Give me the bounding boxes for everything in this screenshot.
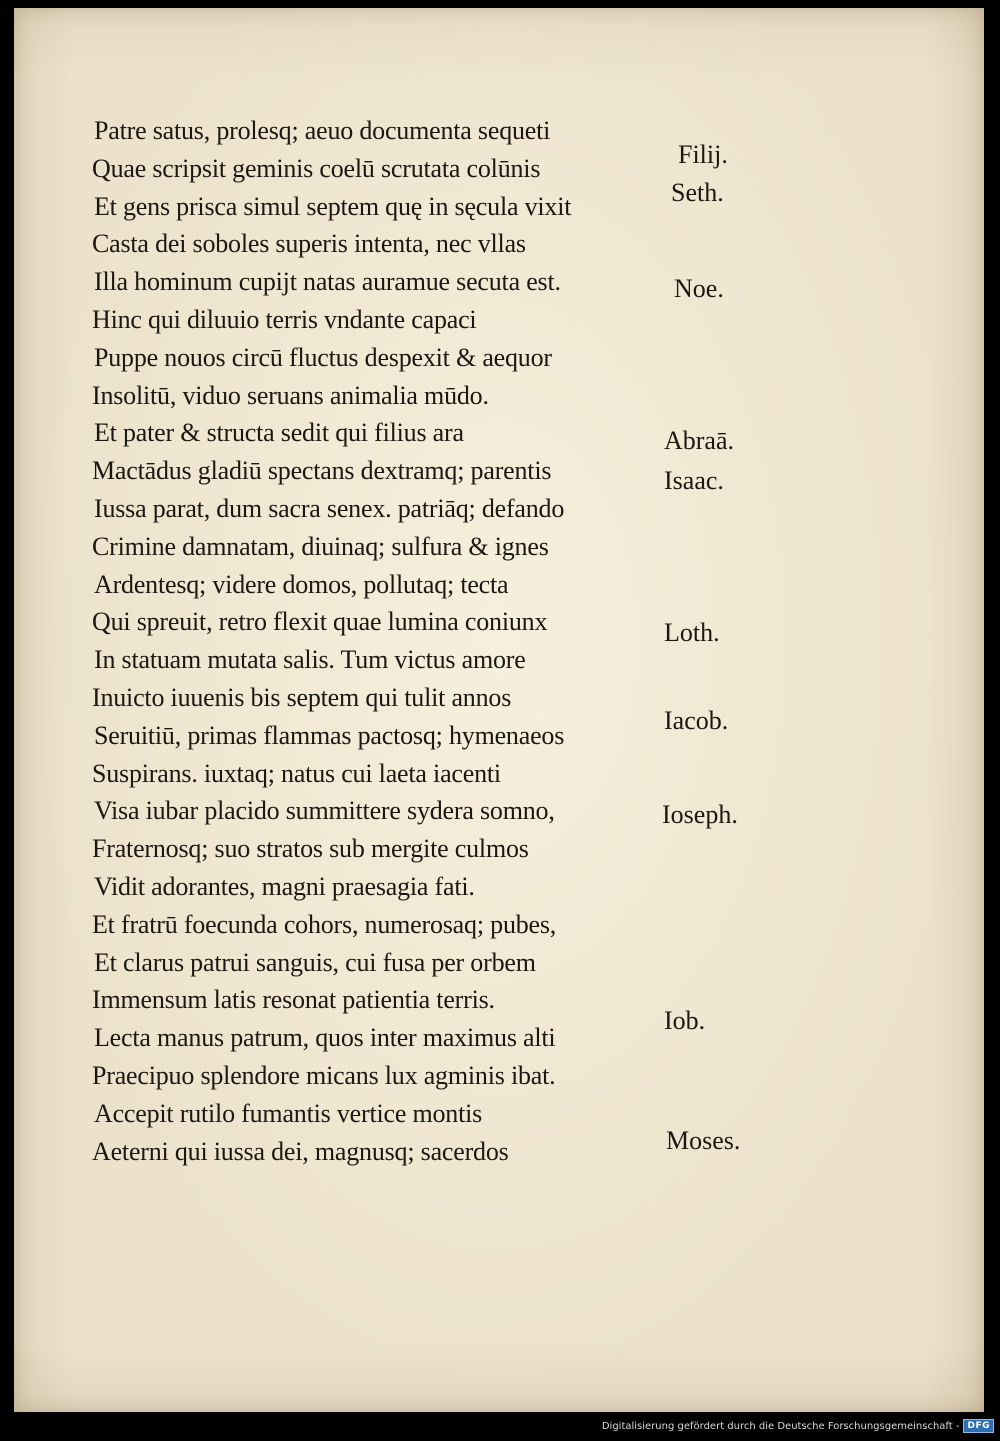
verse-line-10: Mactādus gladiū spectans dextramq; parentis bbox=[92, 456, 552, 486]
verse-line-25: Lecta manus patrum, quos inter maximus alti bbox=[94, 1023, 556, 1053]
verse-line-2: Quae scripsit geminis coelū scrutata colūnis bbox=[92, 153, 541, 183]
book-page bbox=[14, 8, 984, 1412]
verse-line-13: Ardentesq; videre domos, pollutaq; tecta bbox=[94, 569, 509, 599]
marginal-note-filij: Filij. bbox=[678, 140, 728, 169]
verse-line-15: In statuam mutata salis. Tum victus amore bbox=[94, 645, 526, 675]
verse-line-21: Vidit adorantes, magni praesagia fati. bbox=[94, 871, 475, 901]
verse-line-7: Puppe nouos circū fluctus despexit & aequor bbox=[94, 342, 552, 372]
verse-line-5: Illa hominum cupijt natas auramue secuta est. bbox=[94, 267, 561, 297]
marginal-note-seth: Seth. bbox=[671, 178, 724, 207]
verse-line-8: Insolitū, viduo seruans animalia mūdo. bbox=[92, 380, 489, 410]
verse-line-26: Praecipuo splendore micans lux agminis ibat. bbox=[92, 1060, 556, 1090]
verse-line-19: Visa iubar placido summittere sydera somno, bbox=[94, 796, 555, 826]
verse-line-12: Crimine damnatam, diuinaq; sulfura & ignes bbox=[92, 531, 549, 561]
verse-line-14: Qui spreuit, retro flexit quae lumina coniunx bbox=[92, 607, 548, 637]
digitization-credit bbox=[602, 1417, 994, 1435]
marginal-note-isaac: Isaac. bbox=[664, 466, 724, 495]
marginal-note-abraam: Abraā. bbox=[664, 426, 735, 455]
verse-line-24: Immensum latis resonat patientia terris. bbox=[92, 985, 495, 1015]
marginal-note-iob: Iob. bbox=[664, 1006, 706, 1035]
verse-line-4: Casta dei soboles superis intenta, nec vllas bbox=[92, 229, 526, 259]
verse-line-22: Et fratrū foecunda cohors, numerosaq; pubes, bbox=[92, 909, 557, 939]
marginal-note-moses: Moses. bbox=[666, 1126, 741, 1155]
verse-line-16: Inuicto iuuenis bis septem qui tulit annos bbox=[92, 682, 512, 712]
verse-line-6: Hinc qui diluuio terris vndante capaci bbox=[92, 304, 477, 334]
verse-line-1: Patre satus, prolesq; aeuo documenta sequeti bbox=[94, 116, 551, 145]
marginal-note-noe: Noe. bbox=[674, 274, 724, 303]
dfg-logo: DFG bbox=[963, 1419, 994, 1433]
marginal-note-ioseph: Ioseph. bbox=[662, 800, 738, 829]
verse-line-27: Accepit rutilo fumantis vertice montis bbox=[94, 1098, 483, 1128]
verse-line-17: Seruitiū, primas flammas pactosq; hymenaeos bbox=[94, 720, 565, 750]
verse-text bbox=[92, 112, 692, 1170]
marginal-note-loth: Loth. bbox=[664, 618, 720, 647]
verse-line-9: Et pater & structa sedit qui filius ara bbox=[94, 418, 464, 448]
verse-line-18: Suspirans. iuxtaq; natus cui laeta iacenti bbox=[92, 758, 501, 788]
verse-line-28: Aeterni qui iussa dei, magnusq; sacerdos bbox=[92, 1136, 509, 1166]
verse-line-3: Et gens prisca simul septem quę in sęcula vixit bbox=[94, 191, 572, 221]
verse-line-20: Fraternosq; suo stratos sub mergite culmos bbox=[92, 834, 529, 864]
marginal-note-iacob: Iacob. bbox=[664, 706, 729, 735]
verse-line-23: Et clarus patrui sanguis, cui fusa per orbem bbox=[94, 947, 536, 977]
credit-text: Digitalisierung gefördert durch die Deutsche Forschungsgemeinschaft - bbox=[601, 1420, 960, 1432]
verse-line-11: Iussa parat, dum sacra senex. patriāq; defando bbox=[94, 493, 565, 523]
